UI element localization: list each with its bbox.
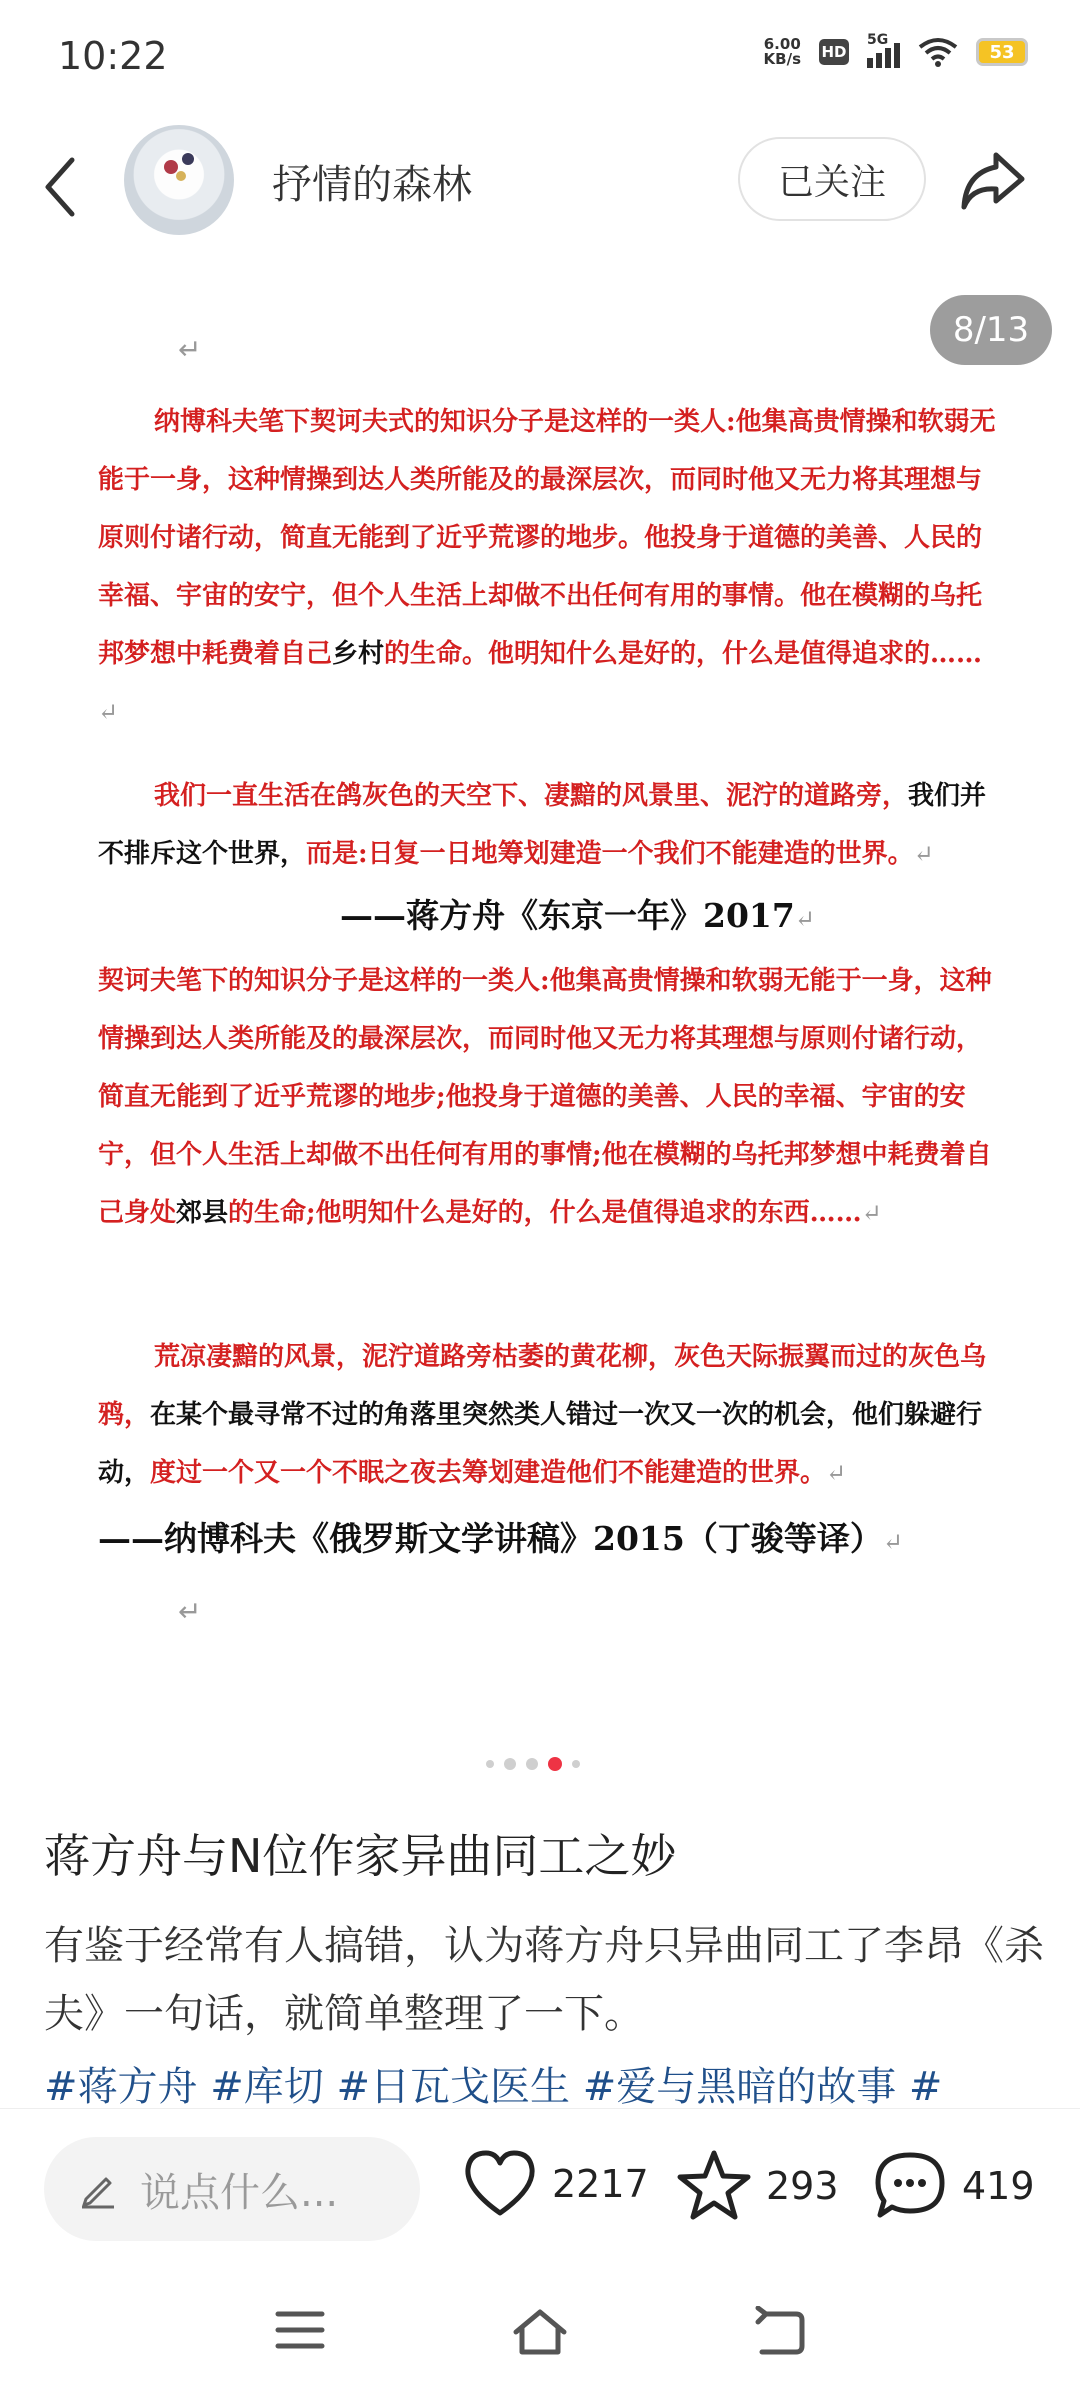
status-icons <box>763 32 1028 68</box>
carousel-dot-active <box>548 1757 562 1771</box>
pen-icon <box>78 2169 118 2209</box>
author-name[interactable]: 抒情的森林 <box>272 162 472 208</box>
image-counter: 8/13 <box>930 295 1052 365</box>
heart-icon <box>462 2149 538 2219</box>
carousel-dots <box>486 1757 580 1771</box>
status-time: 10:22 <box>58 34 168 78</box>
network-speed-value: 6.00 <box>763 35 801 53</box>
return-mark: ↵ <box>178 1595 202 1628</box>
post-image[interactable] <box>0 265 1080 1715</box>
signature-1: ——蒋方舟《东京一年》2017↵ <box>340 896 815 935</box>
back-arrow-icon[interactable] <box>40 152 80 222</box>
battery-icon <box>976 38 1028 66</box>
post-header <box>0 115 1080 266</box>
carousel-dot <box>572 1760 580 1768</box>
return-mark: ↵ <box>178 333 202 366</box>
star-icon <box>676 2149 752 2223</box>
hd-icon: HD <box>819 39 849 65</box>
network-speed-unit: KB/s <box>763 50 801 68</box>
comment-count: 419 <box>962 2164 1035 2208</box>
follow-button[interactable]: 已关注 <box>738 137 926 221</box>
favorite-button[interactable] <box>676 2149 839 2223</box>
wifi-icon <box>918 37 958 67</box>
comment-bubble-icon <box>872 2149 948 2223</box>
paragraph-4: 荒凉凄黯的风景，泥泞道路旁枯萎的黄花柳，灰色天际振翼而过的灰色乌鸦，在某个最寻常不过的角落里突然类人错过一次又一次的机会，他们躲避行动，度过一个又一个不眠之夜去筹划建造他们不能建造的世界。↵ <box>98 1342 987 1488</box>
system-nav-bar <box>0 2278 1080 2400</box>
paragraph-1: 纳博科夫笔下契诃夫式的知识分子是这样的一类人:他集高贵情操和软弱无能于一身，这种情操到达人类所能及的最深层次，而同时他又无力将其理想与原则付诸行动，简直无能到了近乎荒谬的地步。他投身于道德的美善、人民的幸福、宇宙的安宁，但个人生活上却做不出任何有用的事情。他在模糊的乌托邦梦想中耗费着自己乡村的生命。他明知什么是好的，什么是值得追求的……↵ <box>98 407 996 726</box>
status-bar <box>0 0 1080 115</box>
post-description: 有鉴于经常有人搞错，认为蒋方舟只异曲同工了李昂《杀夫》一句话，就简单整理了一下。 <box>44 1923 1044 2037</box>
signal-icon <box>867 32 900 68</box>
carousel-dot <box>526 1758 538 1770</box>
carousel-dot <box>504 1758 516 1770</box>
menu-icon[interactable] <box>272 2306 328 2354</box>
comment-button[interactable] <box>872 2149 1035 2223</box>
network-speed <box>764 37 801 67</box>
paragraph-3: 契诃夫笔下的知识分子是这样的一类人:他集高贵情操和软弱无能于一身，这种情操到达人类所能及的最深层次，而同时他又无力将其理想与原则付诸行动，简直无能到了近乎荒谬的地步;他投身于道德的美善、人民的幸福、宇宙的安宁，但个人生活上却做不出任何有用的事情;他在模糊的乌托邦梦想中耗费着自己身处郊县的生命;他明知什么是好的，什么是值得追求的东西……↵ <box>98 966 992 1228</box>
action-bar <box>0 2108 1080 2279</box>
post-tags[interactable]: #蒋方舟 #库切 #日瓦戈医生 #爱与黑暗的故事 # <box>44 2064 943 2110</box>
paragraph-2: 我们一直生活在鸽灰色的天空下、凄黯的风景里、泥泞的道路旁，我们并不排斥这个世界，而是:日复一日地筹划建造一个我们不能建造的世界。↵ <box>98 781 987 869</box>
battery-level: 53 <box>989 41 1015 63</box>
comment-placeholder: 说点什么... <box>140 2169 339 2216</box>
comment-input[interactable] <box>44 2137 420 2241</box>
like-count: 2217 <box>552 2162 649 2206</box>
share-icon[interactable] <box>958 145 1028 215</box>
like-button[interactable] <box>462 2149 649 2219</box>
home-icon[interactable] <box>510 2306 570 2358</box>
signal-label: 5G <box>867 32 889 48</box>
post-title: 蒋方舟与N位作家异曲同工之妙 <box>44 1829 677 1883</box>
avatar[interactable] <box>124 125 234 235</box>
favorite-count: 293 <box>766 2164 839 2208</box>
carousel-dot <box>486 1760 494 1768</box>
signature-2: ——纳博科夫《俄罗斯文学讲稿》2015（丁骏等译）↵ <box>98 1519 903 1558</box>
back-nav-icon[interactable] <box>752 2306 808 2358</box>
